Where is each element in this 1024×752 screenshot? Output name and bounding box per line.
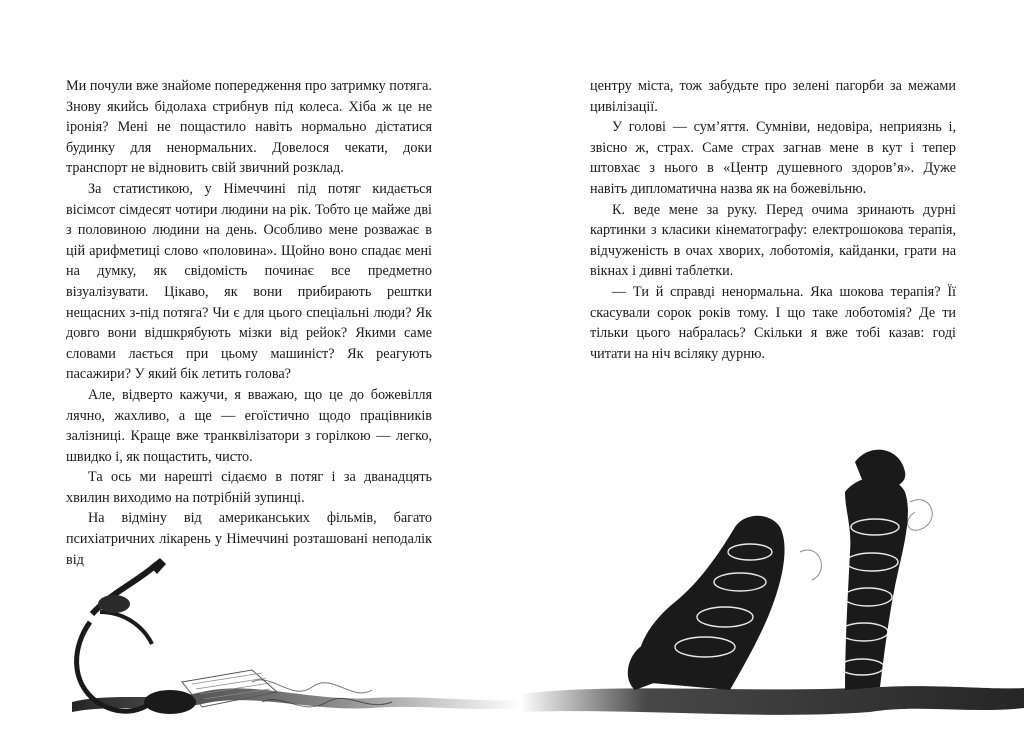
right-paragraph-3: К. веде мене за руку. Перед очима зринають дурні картинки з класики кінематографу: електрошокова терапія, відчуженість в очах хворих, лоботомія, кайданки, грати на вікнах і дивні таблетки.: [590, 201, 956, 280]
right-paragraph-1: центру міста, тож забудьте про зелені пагорби за межами цивілізації.: [590, 78, 956, 115]
left-paragraph-3: Але, відверто кажучи, я вважаю, що це до божевілля лячно, жахливо, а ще — егоїстично щодо працівників залізниці. Краще вже транквілізатори з горілкою — легко, швидко і, як пощастить, чисто.: [66, 386, 432, 465]
left-paragraph-5: На відміну від американських фільмів, багато психіатричних лікарень у Німеччині розташовані неподалік від: [66, 510, 432, 568]
left-paragraph-1: Ми почули вже знайоме попередження про затримку потяга. Знову якийсь бідолаха стрибнув під колеса. Хіба ж це не іронія? Мені не пощастило навіть нормально дістатися будинку для ненормальних. Довелося чекати, доки транспорт не відновить свій звичний розклад.: [66, 78, 432, 177]
left-paragraph-2: За статистикою, у Німеччині під потяг кидається вісімсот сімдесят чотири людини на рік. Тобто це майже дві з половиною людини на день. Особливо мене розважає в цій арифметиці слово «половина». Щойно воно спадає мені на думку, як свідомість починає все предметно візуалізувати. Цікаво, як вони прибирають рештки нещасних з-під потяга? Чи є для цього спеціальні люди? Як довго вони відшкрябують мізки від рейок? Якими саме словами лається при цьому машиніст? Як реагують пасажири? У який бік летить голова?: [66, 180, 432, 383]
bound-legs-drawing: [500, 432, 1024, 752]
restraint-shackles-drawing: [52, 552, 522, 752]
right-page-text: [590, 76, 956, 364]
right-paragraph-2: У голові — сум’яття. Сумніви, недовіра, неприязнь і, звісно ж, страх. Саме страх загнав мене в кут і тепер штовхає з нього в «Центр душевного здоров’я». Дуже навіть дипломатична назва як на божевільню.: [590, 119, 956, 197]
right-paragraph-4: — Ти й справді ненормальна. Яка шокова терапія? Її скасували сорок років тому. І що таке лоботомія? Де ти тільки цього набралась? Скільки я вже тобі казав: годі читати на ніч всіляку дурню.: [590, 283, 956, 362]
left-page-text: [66, 76, 432, 570]
left-paragraph-4: Та ось ми нарешті сідаємо в потяг і за дванадцять хвилин виходимо на потрібній зупинці.: [66, 469, 432, 506]
